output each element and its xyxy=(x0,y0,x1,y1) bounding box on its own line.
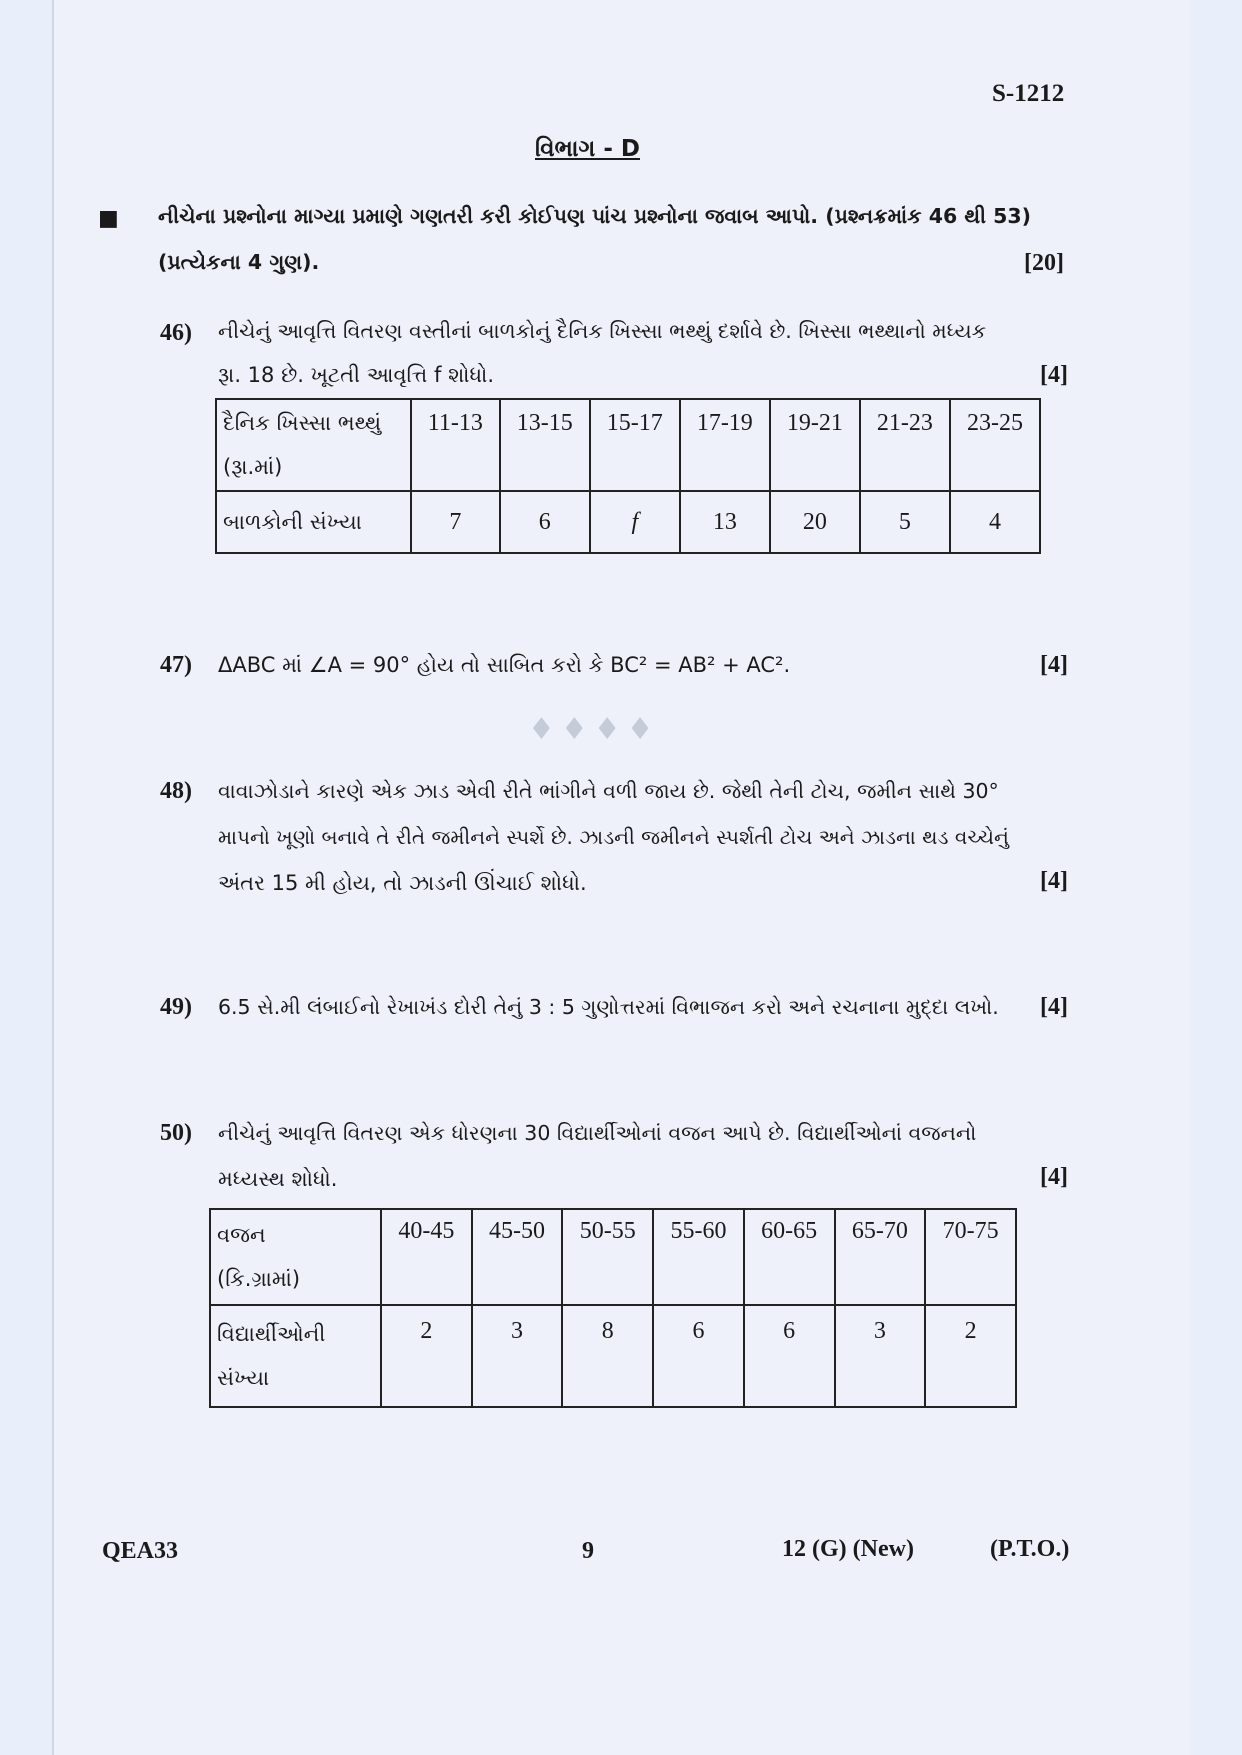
q46-freq-0: 7 xyxy=(411,491,500,553)
q46-class-6: 23-25 xyxy=(950,399,1040,491)
instruction-bullet: ■ xyxy=(98,206,119,231)
q47-text: ΔABC માં ∠A = 90° હોય તો સાબિત કરો કે BC² = AB² + AC². xyxy=(218,653,791,677)
section-title xyxy=(535,136,640,162)
q48-number: 48) xyxy=(160,778,192,804)
section-title-text: વિભાગ - D xyxy=(535,136,641,162)
footer-paper-label: 12 (G) (New) xyxy=(782,1536,914,1562)
q46-line-1: નીચેનું આવૃત્તિ વિતરણ વસ્તીનાં બાળકોનું દૈનિક ખિસ્સા ભથ્થું દર્શાવે છે. ખિસ્સા ભથ્થાનો મધ્યક xyxy=(218,319,987,343)
q50-table xyxy=(209,1208,1017,1408)
q50-row1-label-a: વજન xyxy=(217,1223,266,1247)
q50-line-1: નીચેનું આવૃત્તિ વિતરણ એક ધોરણના 30 વિદ્યાર્થીઓનાં વજન આપે છે. વિદ્યાર્થીઓનાં વજનનો xyxy=(218,1121,977,1145)
q50-freq-1: 3 xyxy=(472,1305,563,1407)
q50-class-1: 45-50 xyxy=(472,1209,563,1305)
q46-class-1: 13-15 xyxy=(500,399,590,491)
q50-row2-label-a: વિદ્યાર્થીઓની xyxy=(217,1322,326,1346)
q46-class-0: 11-13 xyxy=(411,399,500,491)
q48-line-2: માપનો ખૂણો બનાવે તે રીતે જમીનને સ્પર્શે છે. ઝાડની જમીનને સ્પર્શતી ટોચ અને ઝાડના થડ વચ્ચેનું xyxy=(218,825,1009,849)
table-row xyxy=(216,491,1040,553)
q46-class-2: 15-17 xyxy=(590,399,680,491)
q50-freq-6: 2 xyxy=(925,1305,1016,1407)
instruction-line-1: નીચેના પ્રશ્નોના માગ્યા પ્રમાણે ગણતરી કરી કોઈપણ પાંચ પ્રશ્નોના જવાબ આપો. (પ્રશ્નક્રમાંક 46 થી 53) xyxy=(158,204,1031,228)
instruction-marks: [20] xyxy=(1024,250,1064,276)
q46-number: 46) xyxy=(160,320,192,346)
footer-page-number: 9 xyxy=(582,1538,594,1564)
q50-class-2: 50-55 xyxy=(562,1209,653,1305)
q50-freq-5: 3 xyxy=(835,1305,926,1407)
q46-freq-3: 13 xyxy=(680,491,770,553)
paper-code: S-1212 xyxy=(992,80,1065,107)
q50-row2-label-b: સંખ્યા xyxy=(217,1366,270,1390)
table-row xyxy=(210,1209,1016,1305)
q50-marks: [4] xyxy=(1040,1164,1068,1190)
q46-row1-label xyxy=(216,399,411,491)
q47-marks: [4] xyxy=(1040,652,1068,678)
q49-text: 6.5 સે.મી લંબાઈનો રેખાખંડ દોરી તેનું 3 : 5 ગુણોત્તરમાં વિભાજન કરો અને રચનાના મુદ્દા લખો. xyxy=(218,995,999,1019)
q50-class-6: 70-75 xyxy=(925,1209,1016,1305)
table-row xyxy=(216,399,1040,491)
q46-table xyxy=(215,398,1041,554)
q50-number: 50) xyxy=(160,1120,192,1146)
q46-class-3: 17-19 xyxy=(680,399,770,491)
footer-left-code: QEA33 xyxy=(102,1538,179,1564)
q46-marks: [4] xyxy=(1040,362,1068,388)
q46-class-4: 19-21 xyxy=(770,399,860,491)
footer-pto: (P.T.O.) xyxy=(990,1536,1070,1562)
q46-freq-2: f xyxy=(590,491,680,553)
q46-freq-6: 4 xyxy=(950,491,1040,553)
q50-freq-3: 6 xyxy=(653,1305,744,1407)
q48-marks: [4] xyxy=(1040,868,1068,894)
q50-freq-0: 2 xyxy=(381,1305,472,1407)
q50-row2-label xyxy=(210,1305,381,1407)
q50-freq-2: 8 xyxy=(562,1305,653,1407)
q50-row1-label xyxy=(210,1209,381,1305)
q50-class-5: 65-70 xyxy=(835,1209,926,1305)
q46-line-2: રૂા. 18 છે. ખૂટતી આવૃત્તિ f શોધો. xyxy=(218,363,495,387)
q50-freq-4: 6 xyxy=(744,1305,835,1407)
q46-row1-label-a: દૈનિક ખિસ્સા ભથ્થું xyxy=(223,411,382,435)
q46-class-5: 21-23 xyxy=(860,399,950,491)
q50-class-3: 55-60 xyxy=(653,1209,744,1305)
q46-freq-4: 20 xyxy=(770,491,860,553)
q49-number: 49) xyxy=(160,994,192,1020)
q50-row1-label-b: (કિ.ગ્રામાં) xyxy=(217,1267,301,1291)
q46-row1-label-b: (રૂા.માં) xyxy=(223,455,283,479)
q46-freq-1: 6 xyxy=(500,491,590,553)
q50-class-0: 40-45 xyxy=(381,1209,472,1305)
q50-line-2: મધ્યસ્થ શોધો. xyxy=(218,1167,338,1191)
q46-freq-5: 5 xyxy=(860,491,950,553)
q46-row2-label: બાળકોની સંખ્યા xyxy=(216,491,411,553)
q50-class-4: 60-65 xyxy=(744,1209,835,1305)
q48-line-1: વાવાઝોડાને કારણે એક ઝાડ એવી રીતે ભાંગીને વળી જાય છે. જેથી તેની ટોચ, જમીન સાથે 30° xyxy=(218,779,999,803)
table-row xyxy=(210,1305,1016,1407)
q49-marks: [4] xyxy=(1040,994,1068,1020)
ornament: ♦♦♦♦ xyxy=(528,712,660,747)
instruction-line-2: (પ્રત્યેકના 4 ગુણ). xyxy=(158,250,320,274)
q48-line-3: અંતર 15 મી હોય, તો ઝાડની ઊંચાઈ શોધો. xyxy=(218,871,587,895)
q47-number: 47) xyxy=(160,652,192,678)
